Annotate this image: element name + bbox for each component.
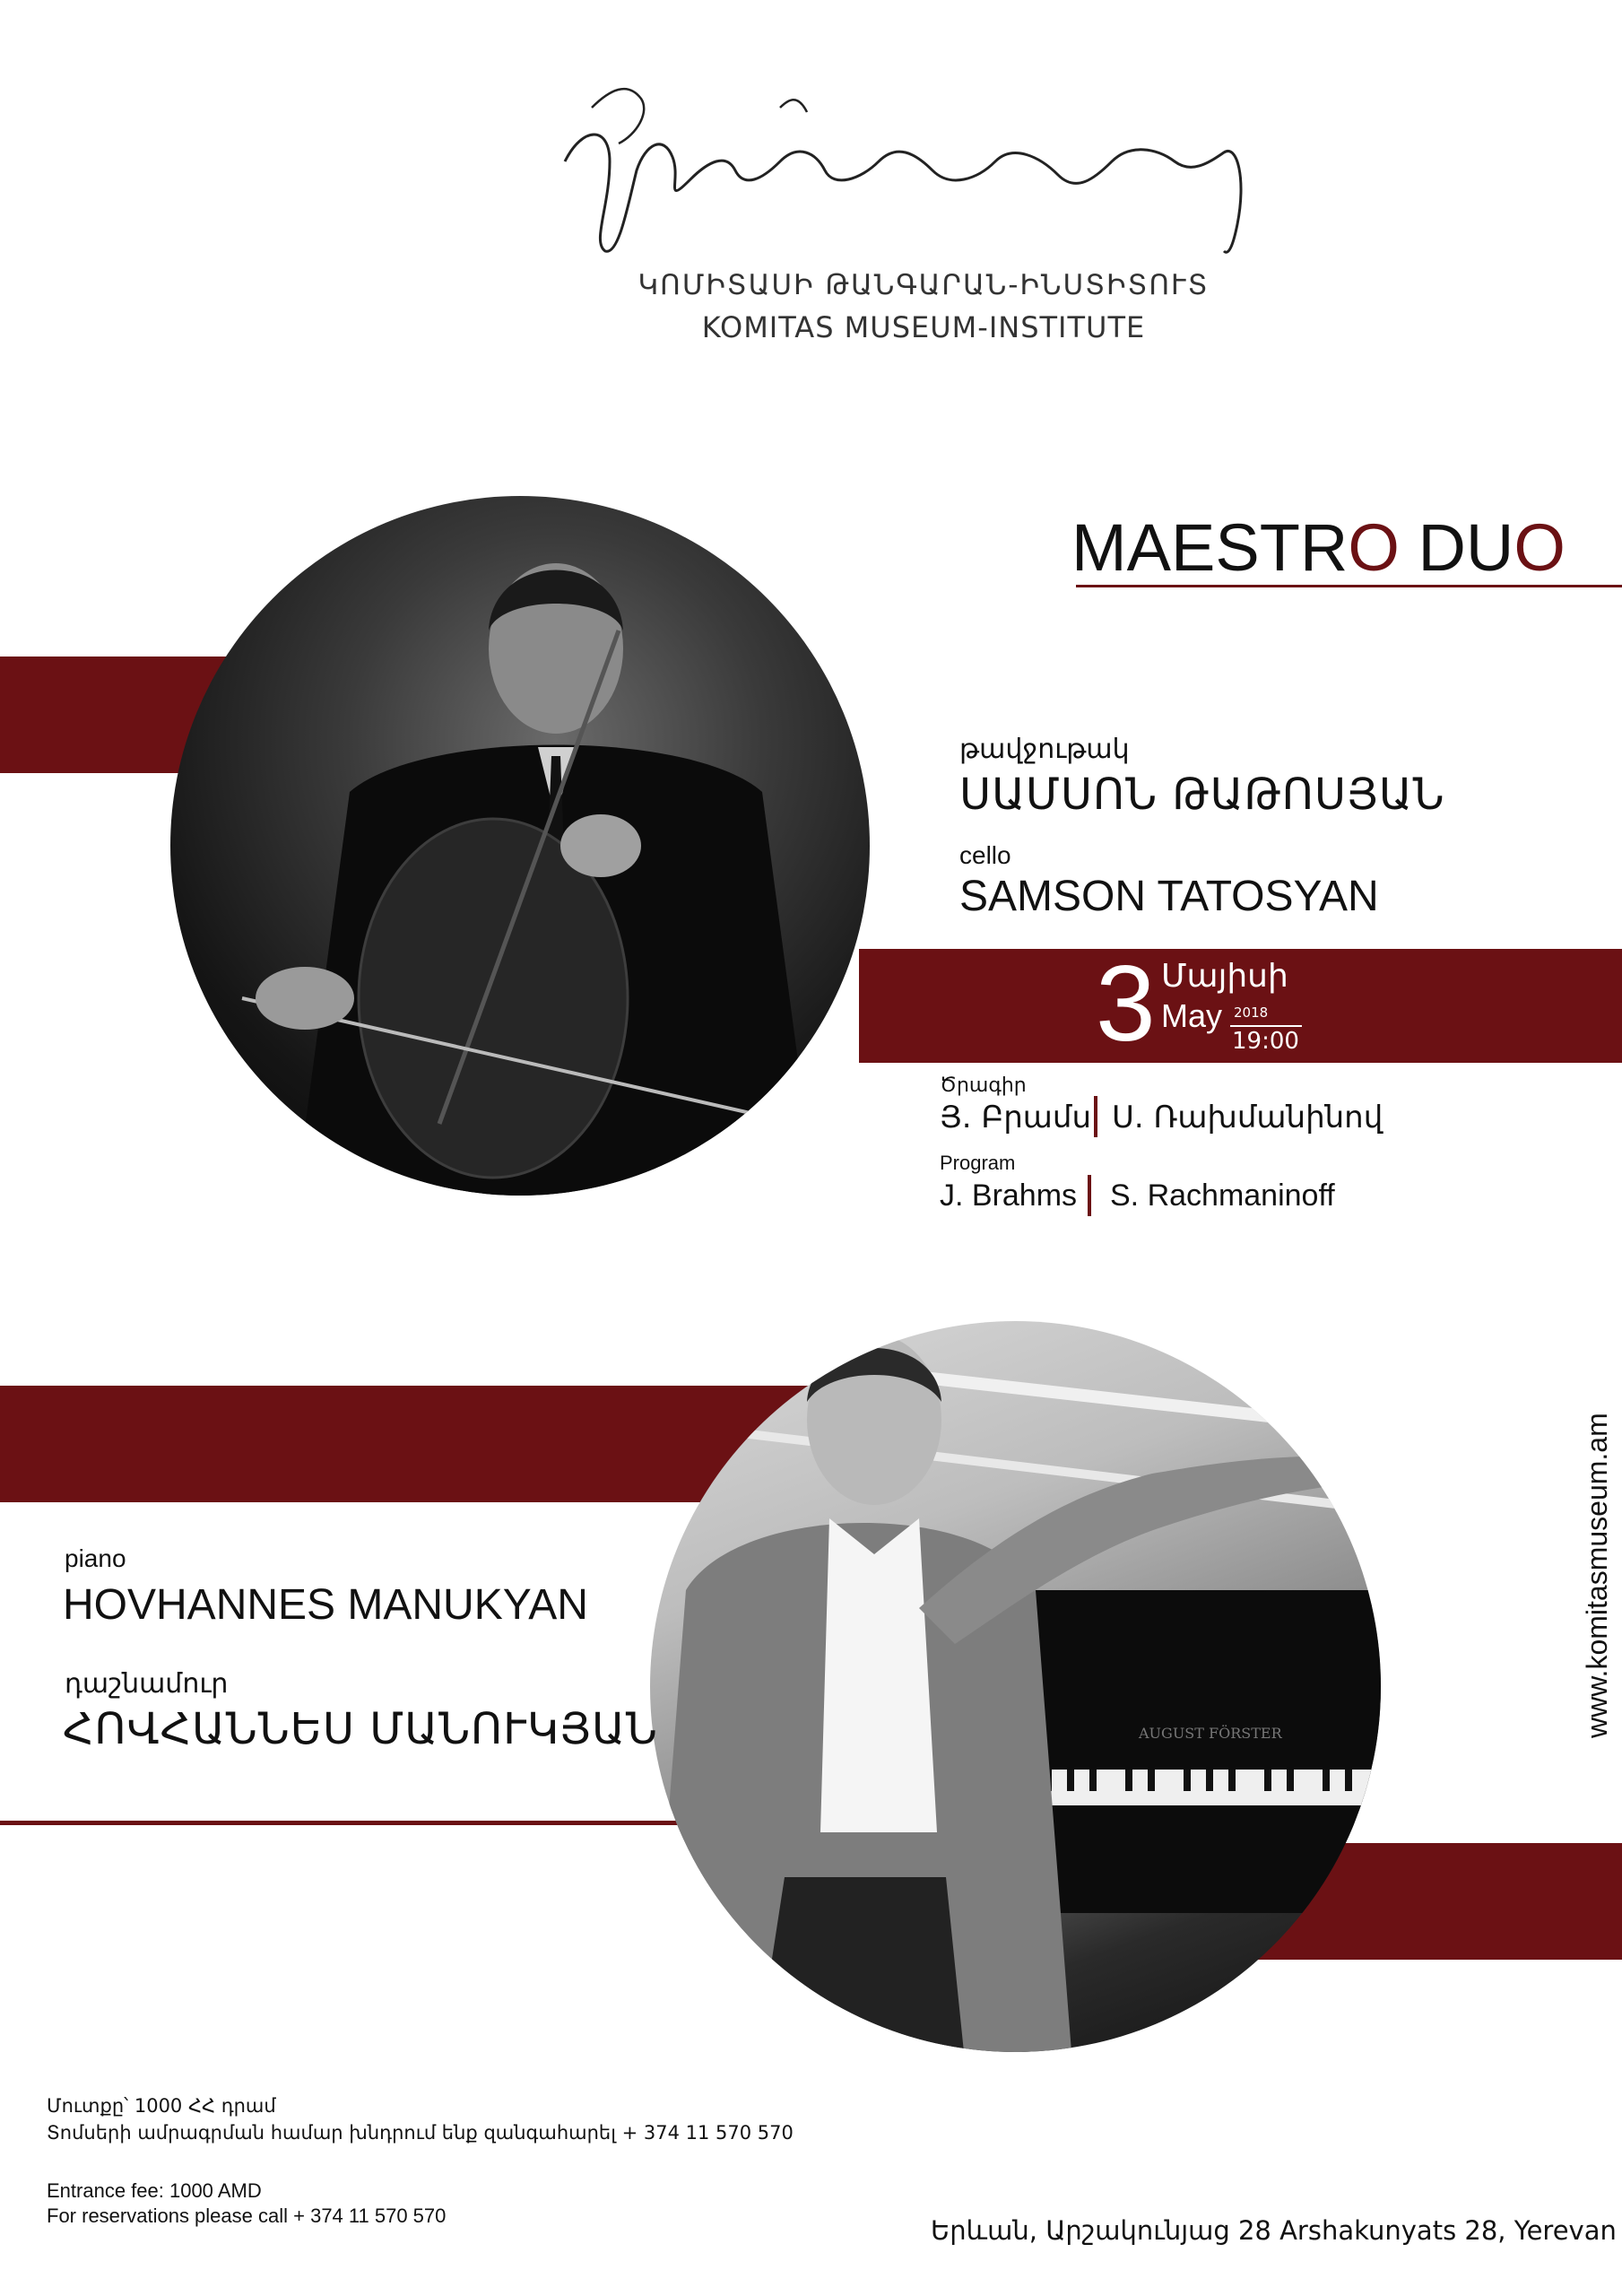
date-month-hy: Մայիսի — [1161, 958, 1288, 995]
date-day: 3 — [1096, 944, 1156, 1064]
title-part1: MAESTR — [1071, 510, 1349, 585]
date-time: 19:00 — [1232, 1028, 1299, 1055]
event-title — [1071, 509, 1566, 586]
performer2-name-hy: ՀՈՎՀԱՆՆԵՍ ՄԱՆՈՒԿՅԱՆ — [63, 1704, 658, 1754]
title-o2: O — [1514, 510, 1566, 585]
program-separator-en — [1088, 1175, 1091, 1216]
entrance-fee-en: Entrance fee: 1000 AMD — [47, 2179, 262, 2202]
performer2-role-en: piano — [65, 1544, 126, 1572]
title-underline — [1076, 585, 1622, 587]
entrance-fee-hy: Մուտքը՝ 1000 ՀՀ դրամ — [47, 2095, 276, 2117]
performer2-role-hy: դաշնամուր — [65, 1668, 229, 1700]
reservation-en: For reservations please call + 374 11 570 570 — [47, 2205, 447, 2227]
pianist-photo — [650, 1321, 1381, 2052]
piano-brand-text: AUGUST FÖRSTER — [1139, 1725, 1282, 1742]
date-year: 2018 — [1234, 1004, 1269, 1021]
museum-name-en: KOMITAS MUSEUM-INSTITUTE — [701, 310, 1146, 344]
date-divider — [1230, 1025, 1302, 1027]
date-month-en: May — [1161, 997, 1223, 1034]
cellist-photo — [170, 496, 870, 1196]
program-composer1-en: J. Brahms — [940, 1178, 1078, 1213]
museum-name-hy: ԿՈՄԻՏԱՍԻ ԹԱՆԳԱՐԱՆ-ԻՆՍՏԻՏՈՒՏ — [638, 269, 1210, 301]
pianist-illustration — [650, 1321, 1381, 2052]
performer1-role-hy: թավջութակ — [959, 734, 1130, 765]
venue-address: Երևան, Արշակունյաց 28 Arshakunyats 28, Yerevan — [931, 2215, 1617, 2246]
program-label-en: Program — [940, 1152, 1016, 1174]
title-part2: DU — [1399, 510, 1514, 585]
performer1-role-en: cello — [959, 841, 1011, 869]
website-link[interactable]: www.komitasmuseum.am — [1581, 1413, 1613, 1738]
program-composer2-en: S. Rachmaninoff — [1110, 1178, 1335, 1213]
program-composer1-hy: Յ. Բրամս — [940, 1100, 1092, 1135]
program-separator-hy — [1094, 1096, 1097, 1137]
cellist-illustration — [170, 496, 870, 1196]
program-label-hy: Ծրագիր — [940, 1074, 1027, 1097]
second-thin-line — [0, 1821, 681, 1825]
reservation-hy: Տոմսերի ամրագրման համար խնդրում ենք զանգահարել + 374 11 570 570 — [47, 2122, 794, 2144]
performer1-name-hy: ՍԱՄՍՈՆ ԹԱԹՈՍՅԱՆ — [959, 770, 1445, 820]
performer2-name-en: HOVHANNES MANUKYAN — [63, 1581, 588, 1629]
komitas-signature-logo — [556, 72, 1255, 260]
program-composer2-hy: Ս. Ռախմանինով — [1112, 1100, 1383, 1135]
logo — [556, 72, 1255, 260]
title-o1: O — [1348, 510, 1400, 585]
performer1-name-en: SAMSON TATOSYAN — [959, 873, 1379, 920]
